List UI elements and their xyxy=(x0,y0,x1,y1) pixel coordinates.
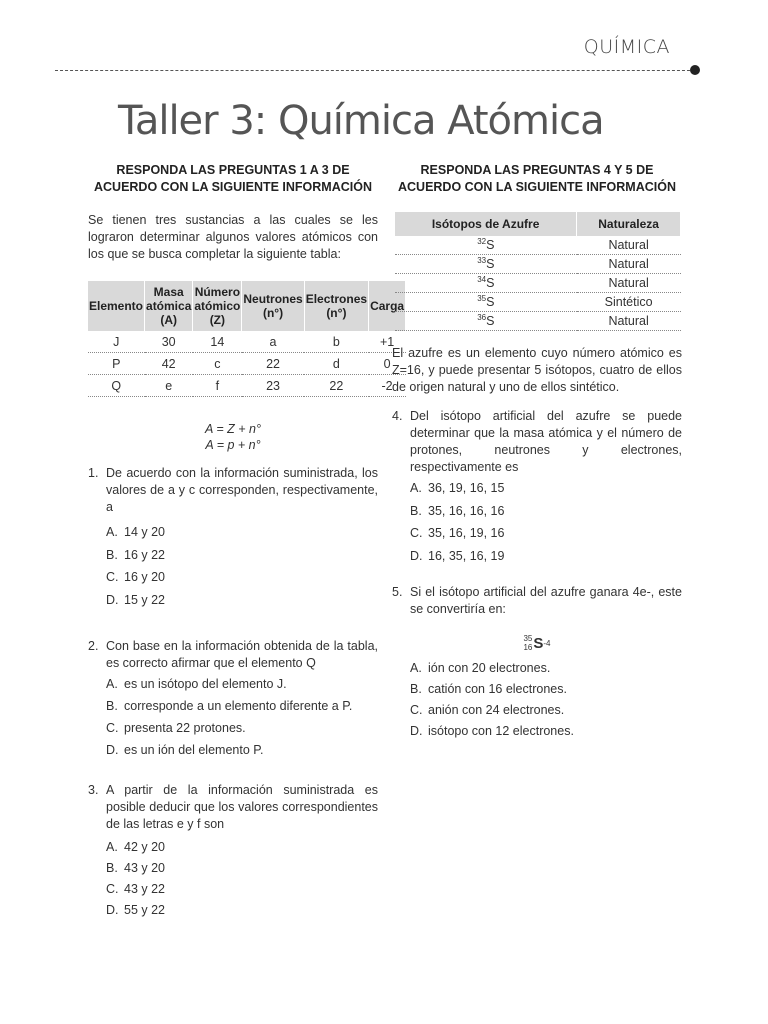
table-cell: 42 xyxy=(145,353,193,375)
option-letter: C. xyxy=(106,570,119,584)
option[interactable] xyxy=(106,742,378,764)
formulas xyxy=(88,421,378,453)
option-text: 36, 19, 16, 15 xyxy=(428,481,505,495)
table-cell: c xyxy=(193,353,242,375)
question-text: Del isótopo artificial del azufre se puede determinar que la masa atómica y el número de protones, neutrones y electrones, respectivamente es xyxy=(410,409,682,474)
option-letter: B. xyxy=(106,547,118,562)
option[interactable] xyxy=(410,681,682,702)
col-header: Neutrones (n°) xyxy=(242,281,304,331)
option-text: 16 y 20 xyxy=(124,570,166,584)
option-text: 14 y 20 xyxy=(124,525,166,539)
option-text: 35, 16, 19, 16 xyxy=(428,526,505,540)
option-letter: D. xyxy=(410,548,423,563)
table-row xyxy=(88,331,406,353)
question-text: A partir de la información suministrada es posible deducir que los valores correspondientes de las letras e y f son xyxy=(106,783,378,831)
table-cell: 22 xyxy=(242,353,304,375)
option-letter: A. xyxy=(410,481,422,495)
table-row xyxy=(88,353,406,375)
nature-cell: Natural xyxy=(577,274,681,293)
page-title: Taller 3: Química Atómica xyxy=(118,98,604,144)
table-cell: P xyxy=(88,353,145,375)
option-text: corresponde a un elemento diferente a P. xyxy=(124,699,353,713)
table-cell: f xyxy=(193,375,242,397)
option-text: 43 y 22 xyxy=(124,882,166,896)
table-cell: Q xyxy=(88,375,145,397)
question-2 xyxy=(88,638,378,764)
option[interactable] xyxy=(106,881,378,902)
table-row xyxy=(395,274,681,293)
table-cell: 14 xyxy=(193,331,242,353)
option-text: 55 y 22 xyxy=(124,903,166,917)
isotope-cell xyxy=(395,236,577,255)
table-cell: 23 xyxy=(242,375,304,397)
option[interactable] xyxy=(106,676,378,698)
formula-line: A = p + n° xyxy=(205,438,261,452)
table-row xyxy=(395,312,681,331)
question-number: 4. xyxy=(392,409,403,423)
table-row xyxy=(395,293,681,312)
option-letter: D. xyxy=(106,592,119,607)
mass-number: 35 xyxy=(477,294,487,304)
question-text: Si el isótopo artificial del azufre ganara 4e-, este se convertiría en: xyxy=(410,585,682,616)
mass-number: 33 xyxy=(477,256,487,266)
option[interactable] xyxy=(106,547,378,570)
option[interactable] xyxy=(106,720,378,742)
table-row xyxy=(395,255,681,274)
option-letter: C. xyxy=(410,703,423,717)
option-letter: B. xyxy=(410,503,422,518)
table-cell: -2 xyxy=(369,375,406,397)
option-text: 16 y 22 xyxy=(124,547,166,562)
option[interactable] xyxy=(106,839,378,860)
mass-number: 34 xyxy=(477,275,487,285)
option-text: anión con 24 electrones. xyxy=(428,703,565,717)
question-1 xyxy=(88,465,378,614)
ion-notation xyxy=(392,628,682,652)
left-intro: Se tienen tres sustancias a las cuales se les lograron determinar algunos valores atómicos con los que se busca completar la siguiente tabla: xyxy=(88,213,378,261)
question-text: De acuerdo con la información suministrada, los valores de a y c corresponden, respectivamente, a xyxy=(106,466,378,514)
mass-number: 36 xyxy=(477,313,487,323)
table-cell: 0 xyxy=(369,353,406,375)
question-number: 2. xyxy=(88,639,99,653)
option-text: es un isótopo del elemento J. xyxy=(124,677,287,691)
option[interactable] xyxy=(410,480,682,503)
question-text: Con base en la información obtenida de la tabla, es correcto afirmar que el elemento Q xyxy=(106,639,378,670)
nature-cell: Natural xyxy=(577,236,681,255)
option-letter: B. xyxy=(106,699,118,713)
option-letter: D. xyxy=(106,743,119,757)
nature-cell: Natural xyxy=(577,255,681,274)
option-letter: C. xyxy=(106,721,119,735)
table-cell: J xyxy=(88,331,145,353)
option-letter: B. xyxy=(410,682,422,696)
ion-charge: -4 xyxy=(543,638,551,648)
table-row xyxy=(395,236,681,255)
question-number: 3. xyxy=(88,783,99,797)
question-3 xyxy=(88,782,378,923)
options-list xyxy=(106,524,378,614)
option-letter: D. xyxy=(410,724,423,738)
option[interactable] xyxy=(106,524,378,547)
option-letter: C. xyxy=(410,526,423,540)
option-text: es un ión del elemento P. xyxy=(124,743,264,757)
table-cell: +1 xyxy=(369,331,406,353)
option-letter: B. xyxy=(106,861,118,875)
header-divider xyxy=(55,70,695,71)
atomic-values-table xyxy=(88,281,406,397)
option-letter: C. xyxy=(106,882,119,896)
nature-cell: Sintético xyxy=(577,293,681,312)
option[interactable] xyxy=(410,548,682,571)
option-text: ión con 20 electrones. xyxy=(428,661,551,675)
right-column xyxy=(392,162,682,744)
col-header: Elemento xyxy=(88,281,145,331)
question-number: 5. xyxy=(392,585,403,599)
left-column xyxy=(88,162,405,923)
option-letter: A. xyxy=(106,525,118,539)
option[interactable] xyxy=(410,702,682,723)
right-intro: El azufre es un elemento cuyo número atómico es Z=16, y puede presentar 5 isótopos, cuatro de ellos de origen natural y uno de ellos sintético. xyxy=(392,346,682,394)
option[interactable] xyxy=(410,525,682,548)
element-symbol: S xyxy=(486,276,495,291)
option[interactable] xyxy=(106,569,378,592)
col-header: Carga xyxy=(369,281,406,331)
col-header: Número atómico (Z) xyxy=(193,281,242,331)
option[interactable] xyxy=(410,503,682,526)
option-letter: D. xyxy=(106,903,119,917)
right-section-heading: RESPONDA LAS PREGUNTAS 4 Y 5 DE ACUERDO CON LA SIGUIENTE INFORMACIÓN xyxy=(397,163,676,194)
divider-dot xyxy=(690,65,700,75)
formula-line: A = Z + n° xyxy=(205,422,261,436)
option-text: presenta 22 protones. xyxy=(124,721,246,735)
element-symbol: S xyxy=(486,295,495,310)
table-cell: a xyxy=(242,331,304,353)
option[interactable] xyxy=(106,698,378,720)
option-text: isótopo con 12 electrones. xyxy=(428,724,574,738)
isotope-cell xyxy=(395,255,577,274)
element-symbol: S xyxy=(486,257,495,272)
col-header: Naturaleza xyxy=(577,212,681,236)
options-list xyxy=(410,480,682,570)
element-symbol: S xyxy=(486,238,495,253)
options-list xyxy=(106,839,378,923)
option[interactable] xyxy=(410,723,682,744)
table-row xyxy=(88,375,406,397)
ion-mass-number: 35 xyxy=(523,634,533,643)
option-text: 42 y 20 xyxy=(124,840,166,854)
option-text: 35, 16, 16, 16 xyxy=(428,503,505,518)
mass-number: 32 xyxy=(477,237,487,247)
col-header: Isótopos de Azufre xyxy=(395,212,577,236)
col-header: Electrones (n°) xyxy=(304,281,368,331)
left-section-heading: RESPONDA LAS PREGUNTAS 1 A 3 DE ACUERDO CON LA SIGUIENTE INFORMACIÓN xyxy=(93,163,372,194)
isotope-cell xyxy=(395,312,577,331)
question-4 xyxy=(392,408,682,570)
option-letter: A. xyxy=(106,677,118,691)
option[interactable] xyxy=(106,902,378,923)
option-letter: A. xyxy=(410,661,422,675)
option[interactable] xyxy=(410,660,682,681)
option-text: catión con 16 electrones. xyxy=(428,682,567,696)
question-number: 1. xyxy=(88,466,99,480)
options-list xyxy=(106,676,378,764)
option-text: 15 y 22 xyxy=(124,592,166,607)
options-list xyxy=(410,660,682,744)
question-5 xyxy=(392,584,682,744)
option-text: 16, 35, 16, 19 xyxy=(428,548,505,563)
option[interactable] xyxy=(106,860,378,881)
sulfur-isotopes-table xyxy=(395,212,681,331)
isotope-cell xyxy=(395,274,577,293)
element-symbol: S xyxy=(486,314,495,329)
option-text: 43 y 20 xyxy=(124,861,166,875)
nature-cell: Natural xyxy=(577,312,681,331)
table-cell: e xyxy=(145,375,193,397)
col-header: Masa atómica (A) xyxy=(145,281,193,331)
table-cell: 30 xyxy=(145,331,193,353)
table-cell: b xyxy=(304,331,368,353)
isotope-cell xyxy=(395,293,577,312)
option[interactable] xyxy=(106,592,378,615)
subject-header: QUÍMICA xyxy=(583,36,670,58)
option-letter: A. xyxy=(106,840,118,854)
ion-symbol: S xyxy=(533,634,544,652)
table-cell: 22 xyxy=(304,375,368,397)
table-cell: d xyxy=(304,353,368,375)
ion-atomic-number: 16 xyxy=(523,643,533,652)
